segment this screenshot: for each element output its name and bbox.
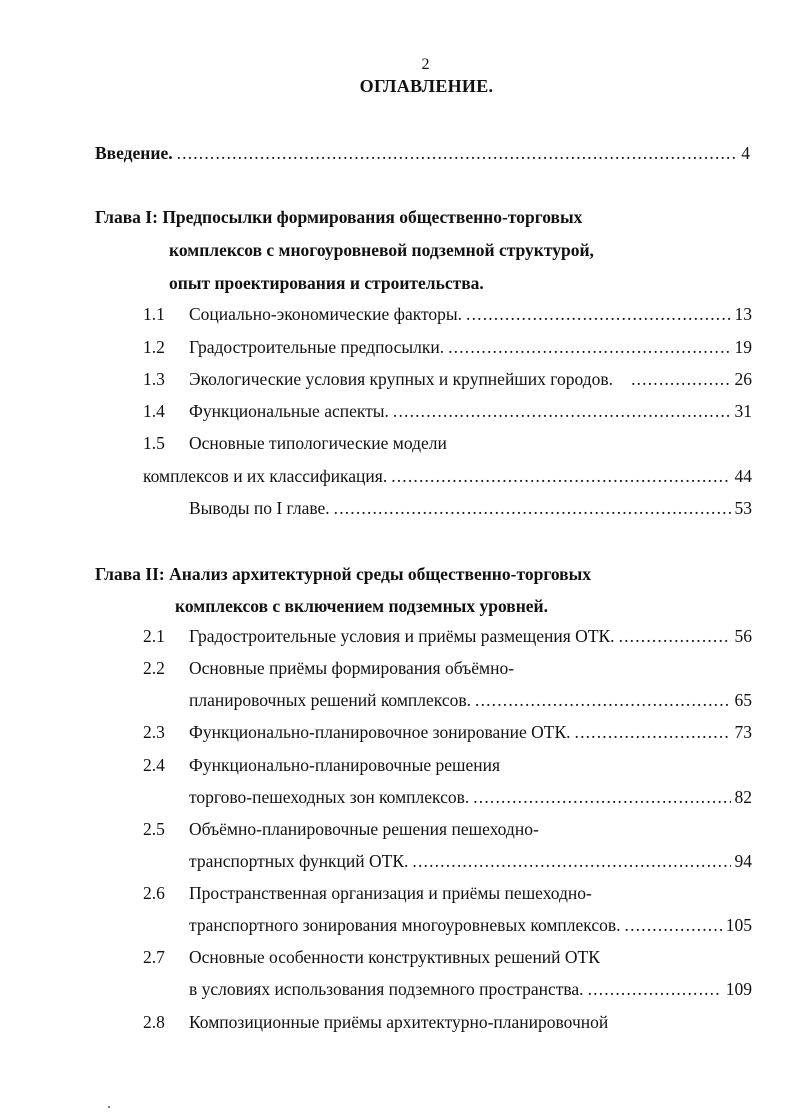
toc-page-number: 13 xyxy=(734,304,752,324)
toc-page-number: 31 xyxy=(734,401,752,421)
toc-entry-label: Основные особенности конструктивных решений ОТК xyxy=(189,947,600,967)
toc-entry-label: Функционально-планировочное зонирование ОТК. xyxy=(189,722,571,742)
toc-page-number: 73 xyxy=(734,722,752,742)
page-number: 2 xyxy=(421,56,430,73)
document-title: ОГЛАВЛЕНИЕ. xyxy=(359,76,494,96)
toc-page-number: 109 xyxy=(725,979,752,999)
toc-entry-2-5[interactable] xyxy=(189,850,752,872)
toc-entry-label: планировочных решений комплексов. xyxy=(189,690,472,710)
toc-page-number: 94 xyxy=(734,851,752,871)
leader-dots xyxy=(473,786,730,808)
leader-dots xyxy=(619,625,731,647)
toc-entry-label: Экологические условия крупных и крупнейших городов. xyxy=(189,369,614,389)
toc-entry-1-4[interactable] xyxy=(189,400,752,422)
toc-item-number: 2.8 xyxy=(143,1012,165,1032)
toc-item-number: 2.1 xyxy=(143,626,165,646)
toc-entry-2-7[interactable] xyxy=(189,978,752,1000)
toc-page-number: 105 xyxy=(725,915,752,935)
toc-entry-label: Градостроительные условия и приёмы размещения ОТК. xyxy=(189,626,615,646)
toc-item-number: 1.2 xyxy=(143,337,165,357)
toc-item-number: 2.5 xyxy=(143,819,165,839)
toc-entry-2-2[interactable] xyxy=(189,689,752,711)
toc-page-number: 56 xyxy=(734,626,752,646)
toc-entry-label: в условиях использования подземного пространства. xyxy=(189,979,584,999)
chapter-heading-line: Глава I: Предпосылки формирования общественно-торговых xyxy=(95,207,583,227)
leader-dots xyxy=(631,368,730,390)
chapter-heading-line: комплексов с включением подземных уровней. xyxy=(175,596,549,616)
toc-entry-2-1[interactable] xyxy=(189,625,752,647)
toc-entry-label: Основные типологические модели xyxy=(189,433,447,453)
toc-page-number: 65 xyxy=(734,690,752,710)
toc-page-number: 26 xyxy=(734,369,752,389)
toc-entry-1-3[interactable] xyxy=(189,368,752,390)
toc-entry-label: Градостроительные предпосылки. xyxy=(189,337,445,357)
toc-entry-label: Функциональные аспекты. xyxy=(189,401,389,421)
chapter-heading-line: комплексов с многоуровневой подземной структурой, xyxy=(169,240,594,260)
chapter-heading-line: опыт проектирования и строительства. xyxy=(169,273,484,293)
toc-page-number: 44 xyxy=(734,466,752,486)
leader-dots xyxy=(334,497,731,519)
toc-entry-label: Основные приёмы формирования объёмно- xyxy=(189,658,515,678)
leader-dots xyxy=(448,336,730,358)
toc-entry-label: Социально-экономические факторы. xyxy=(189,304,463,324)
toc-entry-label: Объёмно-планировочные решения пешеходно- xyxy=(189,819,539,839)
leader-dots xyxy=(575,721,731,743)
toc-entry-label: транспортного зонирования многоуровневых комплексов. xyxy=(189,915,621,935)
toc-entry-1-1[interactable] xyxy=(189,303,752,325)
toc-item-number: 1.1 xyxy=(143,304,165,324)
toc-item-number: 2.4 xyxy=(143,755,165,775)
leader-dots xyxy=(625,914,722,936)
toc-entry-label: торгово-пешеходных зон комплексов. xyxy=(189,787,470,807)
toc-item-number: 1.5 xyxy=(143,433,165,453)
toc-page-number: 19 xyxy=(734,337,752,357)
leader-dots xyxy=(391,465,730,487)
leader-dots xyxy=(177,142,738,164)
toc-entry-conclusion-1[interactable] xyxy=(189,497,752,519)
toc-item-number: 2.2 xyxy=(143,658,165,678)
toc-entry-label: Пространственная организация и приёмы пешеходно- xyxy=(189,883,592,903)
scan-speck xyxy=(108,1106,110,1108)
toc-entry-1-5[interactable] xyxy=(143,465,752,487)
toc-entry-label: комплексов и их классификация. xyxy=(143,466,388,486)
toc-item-number: 1.3 xyxy=(143,369,165,389)
leader-dots xyxy=(393,400,731,422)
toc-page-number: 82 xyxy=(734,787,752,807)
toc-item-number: 2.3 xyxy=(143,722,165,742)
toc-entry-label[interactable]: Композиционные приёмы архитектурно-планировочной xyxy=(189,1012,609,1032)
leader-dots xyxy=(475,689,730,711)
toc-entry-label: транспортных функций ОТК. xyxy=(189,851,409,871)
leader-dots xyxy=(412,850,730,872)
toc-entry-2-6[interactable] xyxy=(189,914,752,936)
toc-entry-label: Выводы по I главе. xyxy=(189,498,330,518)
toc-entry-2-3[interactable] xyxy=(189,721,752,743)
toc-entry-label: Функционально-планировочные решения xyxy=(189,755,501,775)
toc-item-number: 2.7 xyxy=(143,947,165,967)
chapter-heading-line: Глава II: Анализ архитектурной среды общественно-торговых xyxy=(95,564,592,584)
toc-page-number: 4 xyxy=(741,143,750,163)
toc-entry-label: Введение. xyxy=(95,143,173,163)
toc-entry-intro[interactable] xyxy=(95,142,750,164)
toc-entry-1-2[interactable] xyxy=(189,336,752,358)
leader-dots xyxy=(588,978,722,1000)
leader-dots xyxy=(466,303,730,325)
toc-item-number: 2.6 xyxy=(143,883,165,903)
toc-entry-2-4[interactable] xyxy=(189,786,752,808)
toc-item-number: 1.4 xyxy=(143,401,165,421)
toc-page-number: 53 xyxy=(734,498,752,518)
